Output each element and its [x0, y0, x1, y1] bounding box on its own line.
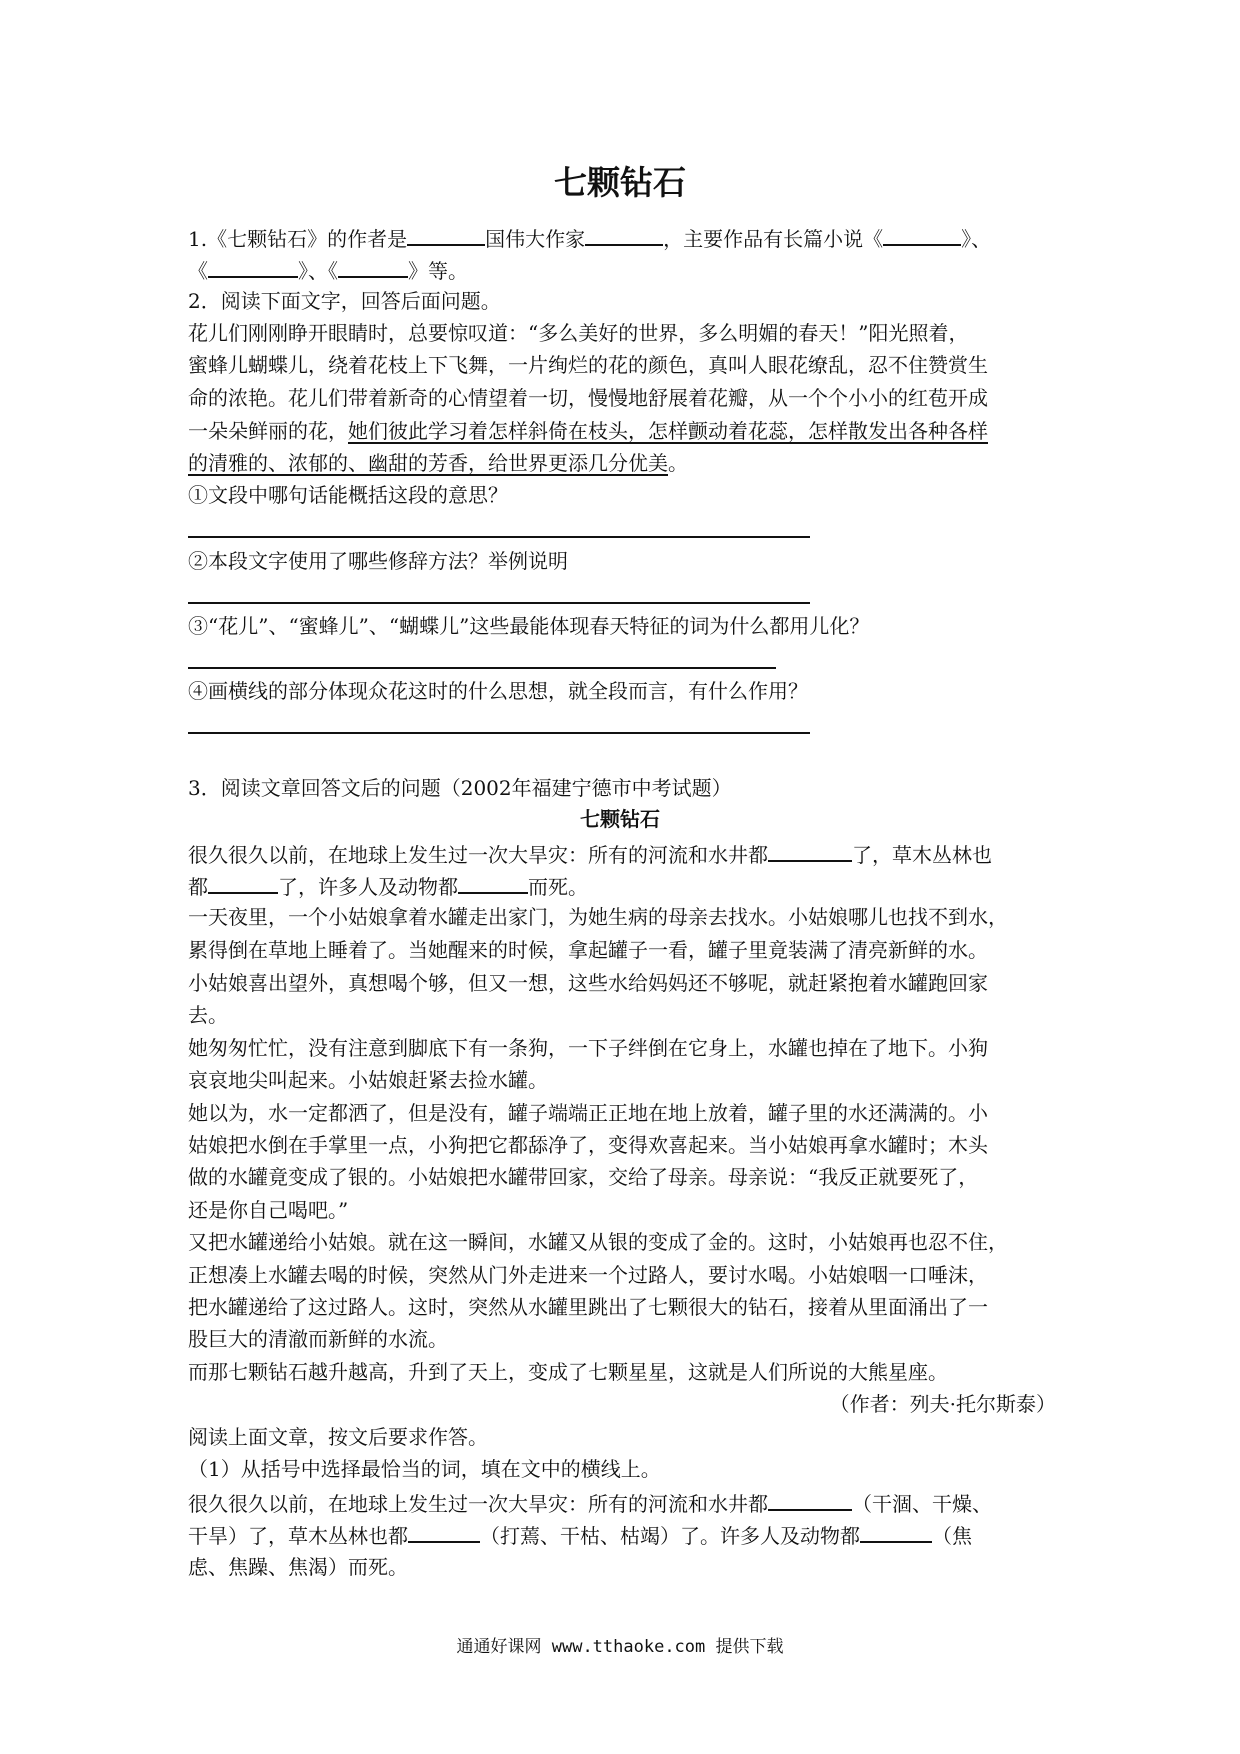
q3-heading: 3．阅读文章回答文后的问题（2002年福建宁德市中考试题）	[188, 776, 732, 800]
q2-question-1: ①文段中哪句话能概括这段的意思？	[188, 483, 508, 507]
fill-blank[interactable]	[408, 1521, 480, 1543]
story-text: 了，草木丛林也	[852, 843, 992, 867]
story-line: 去。	[188, 1003, 228, 1027]
q1-text: 1.《七颗钻石》的作者是	[188, 227, 408, 251]
story-line: 哀哀地尖叫起来。小姑娘赶紧去捡水罐。	[188, 1068, 548, 1092]
instruction: 阅读上面文章，按文后要求作答。	[188, 1425, 488, 1449]
story-line	[188, 872, 1068, 900]
q2-paragraph-line: 花儿们刚刚睁开眼睛时，总要惊叹道：“多么美好的世界，多么明媚的春天！”阳光照着，	[188, 321, 969, 345]
story-title: 七颗钻石	[580, 807, 660, 831]
q2-paragraph-line	[188, 450, 1068, 476]
story-line: 而那七颗钻石越升越高，升到了天上，变成了七颗星星，这就是人们所说的大熊星座。	[188, 1360, 948, 1384]
footer-credit: 通通好课网 www.tthaoke.com 提供下载	[456, 1637, 784, 1657]
story-line: 累得倒在草地上睡着了。当她醒来的时候，拿起罐子一看，罐子里竟装满了清亮新鲜的水。	[188, 938, 988, 962]
fill-blank[interactable]	[208, 256, 298, 278]
page-title: 七颗钻石	[554, 163, 686, 202]
fill-blank[interactable]	[768, 1489, 852, 1511]
fill-blank[interactable]	[860, 1521, 932, 1543]
q1-text: 国伟大作家	[485, 227, 586, 251]
q1-text: ，主要作品有长篇小说《	[663, 227, 884, 251]
story-line: 还是你自己喝吧。”	[188, 1198, 349, 1222]
answer-line[interactable]	[188, 536, 810, 538]
fill-blank[interactable]	[338, 256, 408, 278]
story-line: 正想凑上水罐去喝的时候，突然从门外走进来一个过路人，要讨水喝。小姑娘咽一口唾沫，	[188, 1263, 988, 1287]
underlined-passage: 她们彼此学习着怎样斜倚在枝头，怎样颤动着花蕊，怎样散发出各种各样	[348, 419, 988, 443]
sub-question-1: （1）从括号中选择最恰当的词，填在文中的横线上。	[188, 1457, 661, 1481]
fill-text: （干涸、干燥、	[852, 1492, 992, 1516]
q2-paragraph-line	[188, 418, 1068, 444]
story-text: 了，许多人及动物都	[278, 875, 458, 899]
fill-text: （打蔫、干枯、枯竭）了。许多人及动物都	[480, 1524, 860, 1548]
q1-line-1	[188, 224, 1068, 252]
fill-blank[interactable]	[458, 872, 528, 894]
fill-text: 很久很久以前，在地球上发生过一次大旱灾：所有的河流和水井都	[188, 1492, 768, 1516]
q1-text: 《	[188, 259, 208, 283]
story-line: 她匆匆忙忙，没有注意到脚底下有一条狗，一下子绊倒在它身上，水罐也掉在了地下。小狗	[188, 1036, 988, 1060]
fill-blank[interactable]	[883, 224, 961, 246]
fill-blank[interactable]	[768, 840, 852, 862]
answer-line[interactable]	[188, 667, 776, 669]
story-line: 小姑娘喜出望外，真想喝个够，但又一想，这些水给妈妈还不够呢，就赶紧抱着水罐跑回家	[188, 971, 988, 995]
fill-text: 干旱）了，草木丛林也都	[188, 1524, 408, 1548]
fill-line: 虑、焦躁、焦渴）而死。	[188, 1555, 408, 1579]
story-text: 而死。	[528, 875, 588, 899]
q2-text: 。	[668, 451, 688, 475]
fill-line	[188, 1489, 1068, 1517]
q2-text: 一朵朵鲜丽的花，	[188, 419, 348, 443]
story-line: 又把水罐递给小姑娘。就在这一瞬间，水罐又从银的变成了金的。这时，小姑娘再也忍不住，	[188, 1230, 1008, 1254]
q2-paragraph-line: 蜜蜂儿蝴蝶儿，绕着花枝上下飞舞，一片绚烂的花的颜色，真叫人眼花缭乱，忍不住赞赏生	[188, 353, 988, 377]
q2-question-2: ②本段文字使用了哪些修辞方法？举例说明	[188, 549, 568, 573]
q2-heading: 2．阅读下面文字，回答后面问题。	[188, 289, 501, 313]
q2-paragraph-line: 命的浓艳。花儿们带着新奇的心情望着一切，慢慢地舒展着花瓣，从一个个小小的红苞开成	[188, 386, 988, 410]
q2-question-3: ③“花儿”、“蜜蜂儿”、“蝴蝶儿”这些最能体现春天特征的词为什么都用儿化？	[188, 614, 870, 638]
story-text: 很久很久以前，在地球上发生过一次大旱灾：所有的河流和水井都	[188, 843, 768, 867]
fill-blank[interactable]	[208, 872, 278, 894]
fill-line	[188, 1521, 1068, 1549]
q1-line-2	[188, 256, 1068, 284]
story-line: 股巨大的清澈而新鲜的水流。	[188, 1327, 448, 1351]
story-line	[188, 840, 1068, 868]
fill-text: （焦	[932, 1524, 972, 1548]
answer-line[interactable]	[188, 602, 810, 604]
story-line: 姑娘把水倒在手掌里一点，小狗把它都舔净了，变得欢喜起来。当小姑娘再拿水罐时；木头	[188, 1133, 988, 1157]
author-credit: （作者：列夫·托尔斯泰）	[829, 1392, 1056, 1416]
q2-question-4: ④画横线的部分体现众花这时的什么思想，就全段而言，有什么作用？	[188, 679, 808, 703]
story-line: 她以为，水一定都洒了，但是没有，罐子端端正正地在地上放着，罐子里的水还满满的。小	[188, 1101, 988, 1125]
story-text: 都	[188, 875, 208, 899]
underlined-passage: 的清雅的、浓郁的、幽甜的芳香，给世界更添几分优美	[188, 451, 668, 475]
q1-text: 》等。	[408, 259, 468, 283]
q1-text: 》、《	[298, 259, 338, 283]
story-line: 把水罐递给了这过路人。这时，突然从水罐里跳出了七颗很大的钻石，接着从里面涌出了一	[188, 1295, 988, 1319]
answer-line[interactable]	[188, 732, 810, 734]
fill-blank[interactable]	[407, 224, 485, 246]
story-line: 一天夜里，一个小姑娘拿着水罐走出家门，为她生病的母亲去找水。小姑娘哪儿也找不到水，	[188, 905, 1008, 929]
q1-text: 》、	[961, 227, 992, 251]
fill-blank[interactable]	[585, 224, 663, 246]
story-line: 做的水罐竟变成了银的。小姑娘把水罐带回家，交给了母亲。母亲说：“我反正就要死了，	[188, 1165, 979, 1189]
